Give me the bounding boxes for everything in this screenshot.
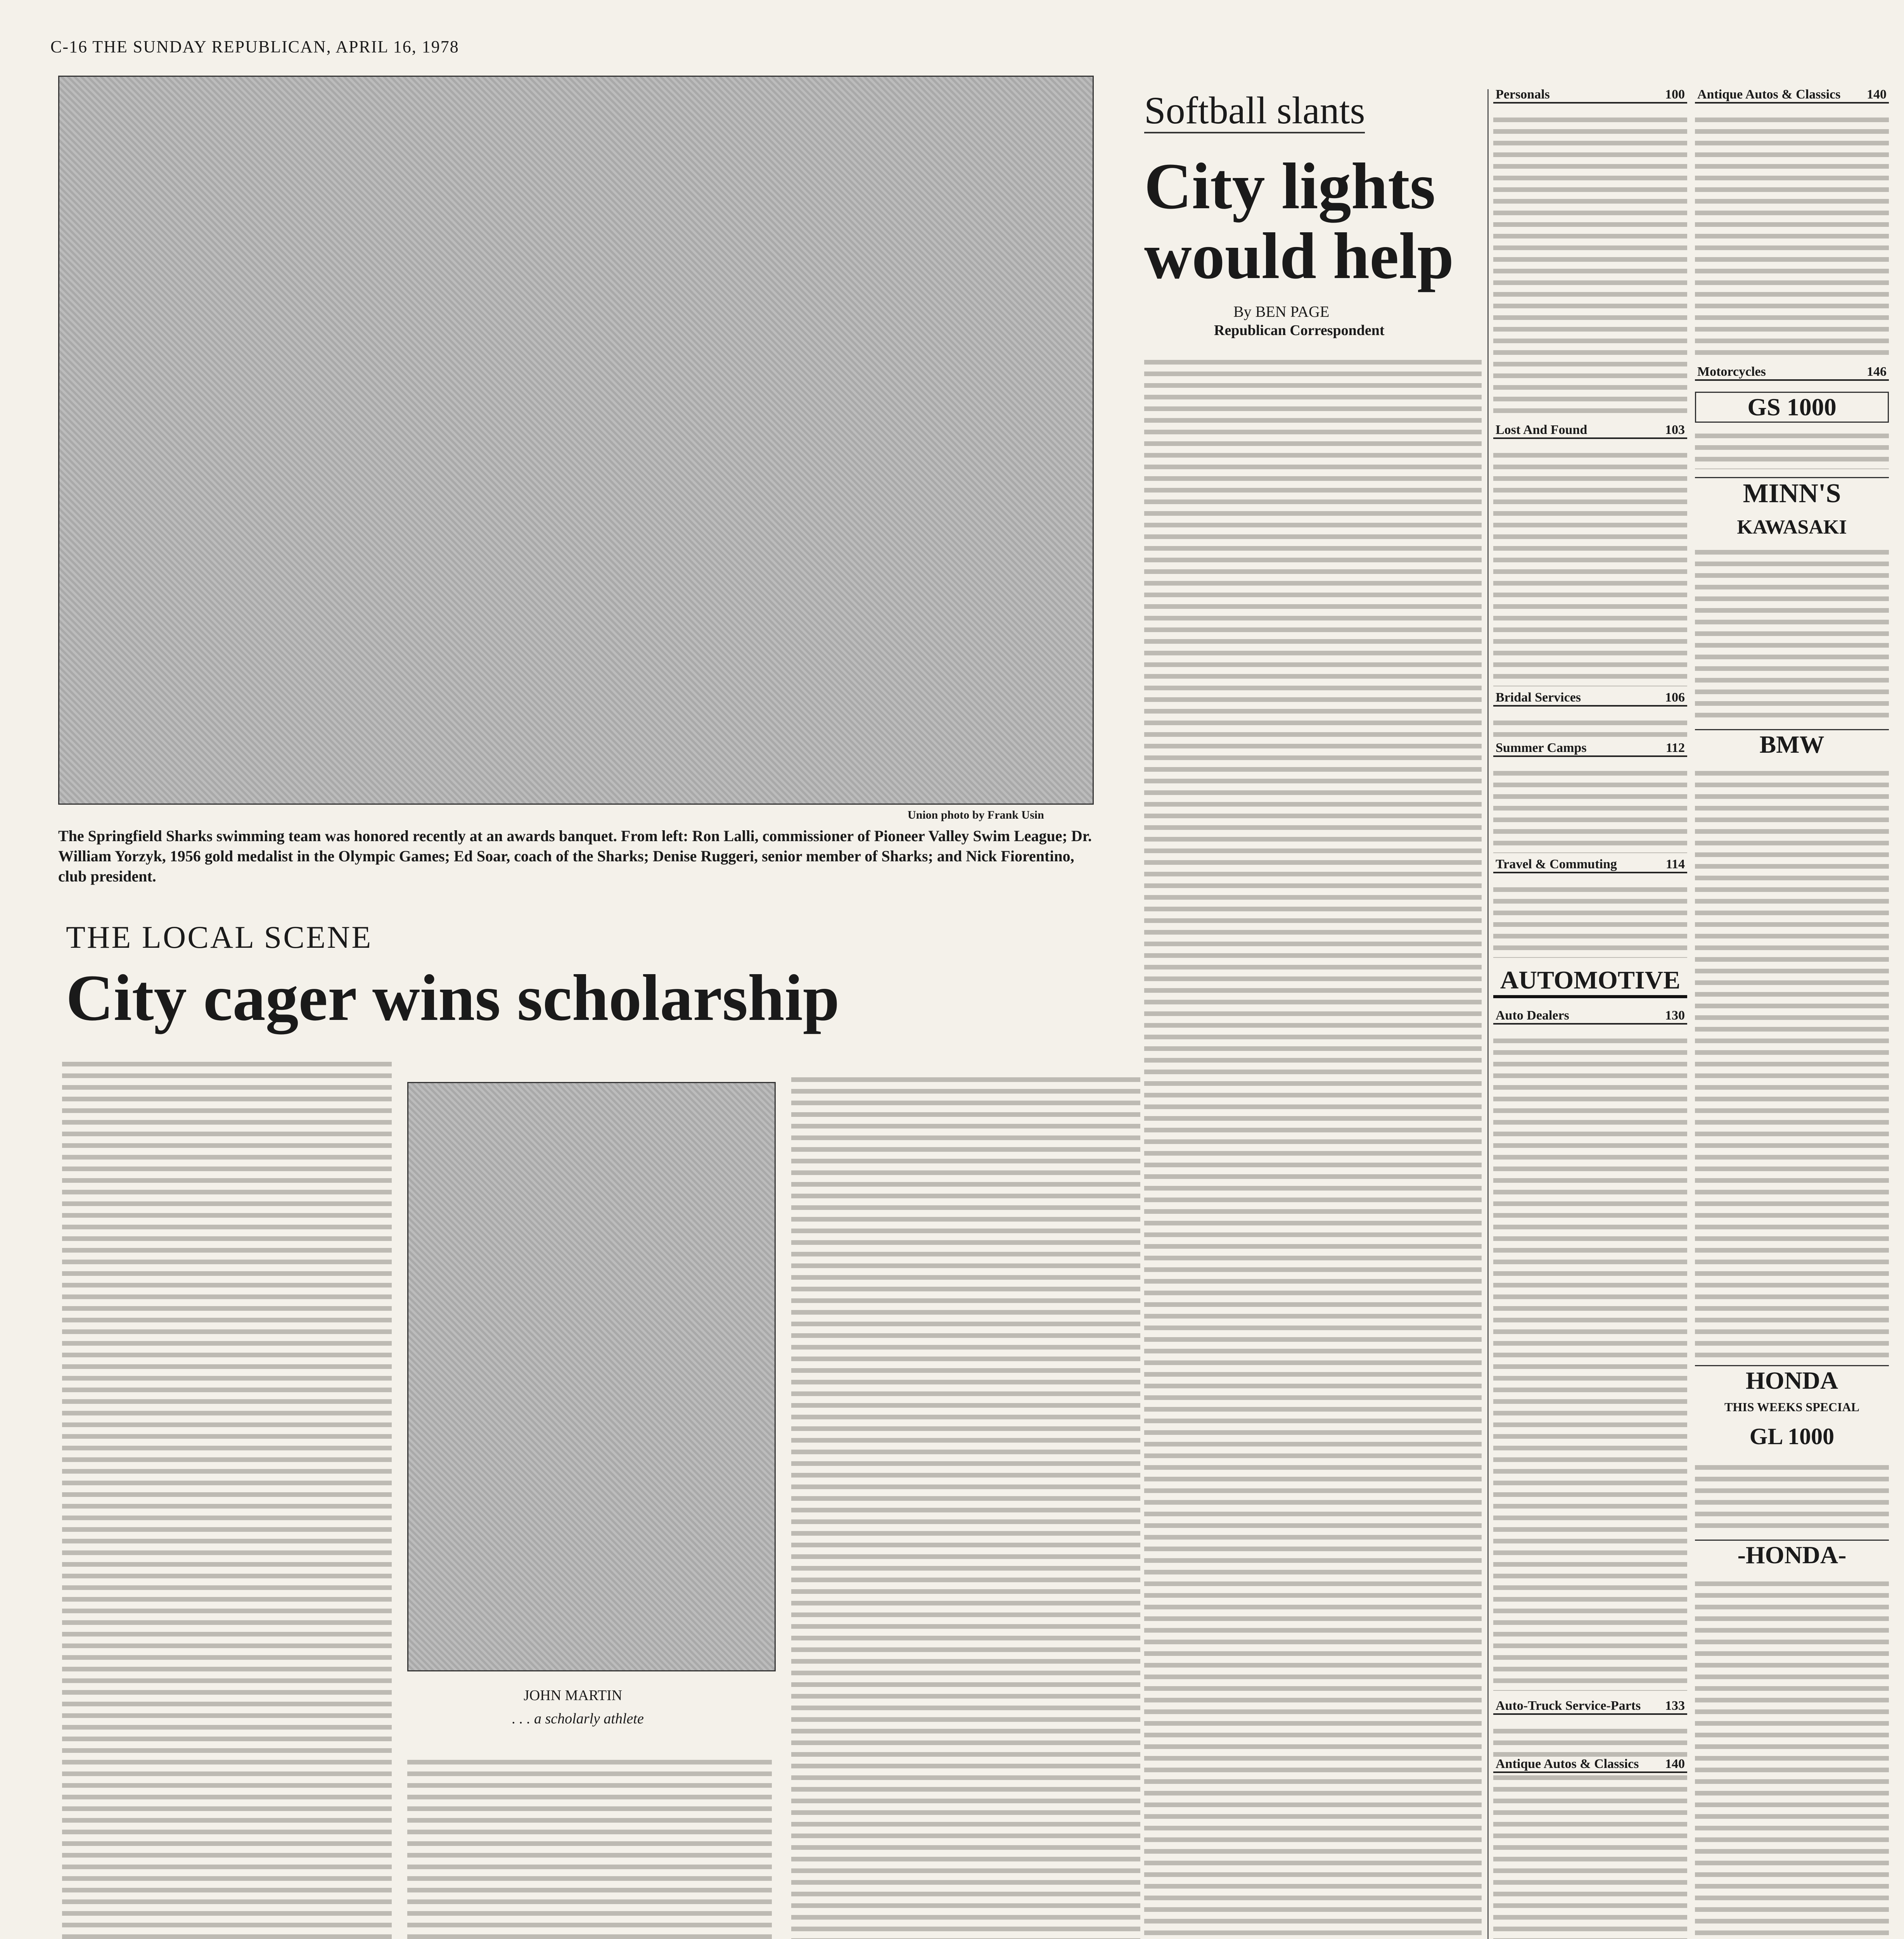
lost-found-header: Lost And Found 103 [1493, 423, 1687, 439]
summer-camps-header: Summer Camps 112 [1493, 741, 1687, 757]
auto-dealers-listings [1493, 1032, 1687, 1691]
auto-dealers-header: Auto Dealers 130 [1493, 1008, 1687, 1025]
gs1000-ad-text [1695, 427, 1889, 469]
player-photo [407, 1082, 776, 1671]
automotive-header: AUTOMOTIVE [1493, 966, 1687, 998]
team-photo [58, 76, 1094, 805]
summer-camps-listings [1493, 764, 1687, 853]
softball-kicker: Softball slants [1144, 89, 1365, 133]
softball-col-1 [1144, 353, 1482, 1939]
antique-autos-listings [1695, 111, 1889, 359]
honda-tag: THIS WEEKS SPECIAL [1724, 1400, 1859, 1414]
local-scene-col-1 [62, 1055, 392, 1939]
honda2-ad: -HONDA- [1695, 1540, 1889, 1569]
travel-listings [1493, 880, 1687, 958]
honda-ad: HONDA [1695, 1365, 1889, 1395]
gl1000-ad: GL 1000 [1749, 1424, 1835, 1449]
bmw-ad: BMW [1695, 729, 1889, 759]
section-label: THE LOCAL SCENE [66, 919, 373, 955]
page-folio: C-16 THE SUNDAY REPUBLICAN, APRIL 16, 1978 [50, 37, 459, 56]
gl1000-text [1695, 1458, 1889, 1532]
auto-truck-listings [1493, 1722, 1687, 1939]
kawasaki-listings [1695, 543, 1889, 717]
personals-header: Personals 100 [1493, 87, 1687, 104]
auto-truck-header: Auto-Truck Service-Parts 133 [1493, 1699, 1687, 1715]
softball-byline: By BEN PAGE [1233, 303, 1330, 320]
softball-byline-role: Republican Correspondent [1214, 322, 1385, 339]
bmw-listings [1695, 764, 1889, 1361]
softball-headline: City lights would help [1144, 150, 1454, 292]
column-rule [1487, 89, 1489, 1939]
bridal-header: Bridal Services 106 [1493, 690, 1687, 707]
kawasaki-ad: KAWASAKI [1737, 516, 1847, 538]
motorcycles-header: Motorcycles 146 [1695, 365, 1889, 381]
honda-listings [1695, 1574, 1889, 1939]
local-scene-col-3 [791, 1070, 1140, 1939]
minns-ad: MINN'S [1695, 477, 1889, 509]
lost-found-listings [1493, 446, 1687, 686]
antique-autos-header-2: Antique Autos & Classics 140 [1493, 1757, 1687, 1773]
bridal-listings [1493, 714, 1687, 737]
photo-caption: The Springfield Sharks swimming team was honored recently at an awards banquet. From left: Ron Lalli, commissioner of Pioneer Valley Swim League; Dr. William Yorzyk, 1956 gold medalist in the Olympic Games; Ed Soar, coach of the Sharks; Denise Ruggeri, senior member of Sharks; and Nick Fiorentino, club president. [58, 827, 1092, 885]
travel-header: Travel & Commuting 114 [1493, 857, 1687, 873]
antique-autos-header: Antique Autos & Classics 140 [1695, 87, 1889, 104]
player-caption-name: JOHN MARTIN [524, 1687, 623, 1704]
local-scene-headline: City cager wins scholarship [66, 961, 840, 1034]
local-scene-col-2 [407, 1753, 772, 1939]
photo-credit: Union photo by Frank Usin [908, 809, 1044, 821]
gs1000-ad: GS 1000 [1695, 392, 1889, 423]
player-caption-sub: . . . a scholarly athlete [512, 1711, 644, 1727]
personals-listings [1493, 111, 1687, 417]
